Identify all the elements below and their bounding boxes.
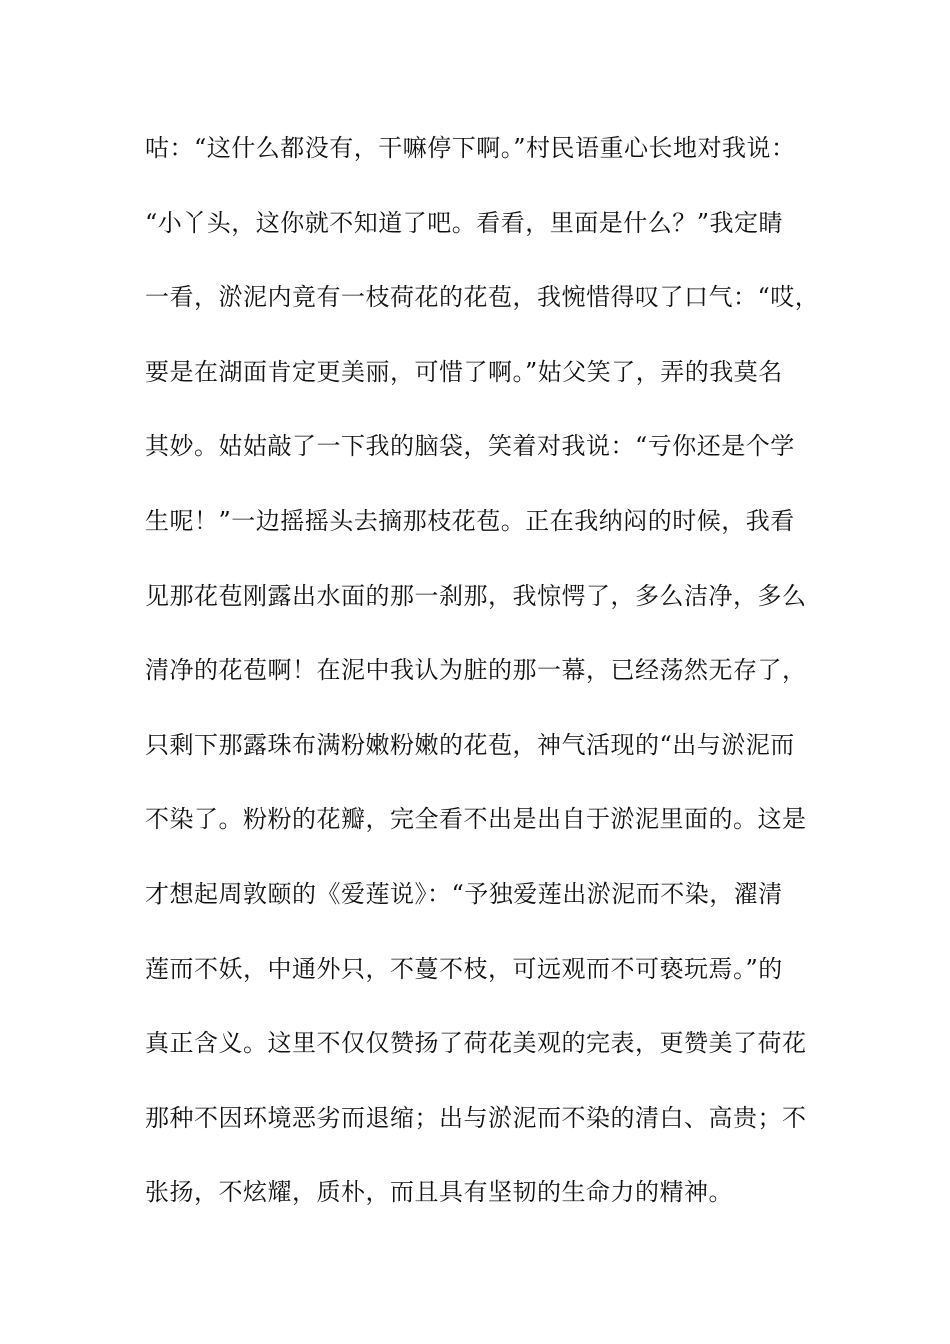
text-line: 真正含义。这里不仅仅赞扬了荷花美观的完表，更赞美了荷花 [145,1029,807,1058]
text-line: 不染了。粉粉的花瓣，完全看不出是出自于淤泥里面的。这是 [145,805,807,834]
text-line: 莲而不妖，中通外只，不蔓不枝，可远观而不可亵玩焉。”的 [145,954,783,983]
text-line: 其妙。姑姑敲了一下我的脑袋，笑着对我说：“亏你还是个学 [145,432,795,461]
text-line: 咕：“这什么都没有，干嘛停下啊。”村民语重心长地对我说： [145,134,796,162]
text-line: 张扬，不炫耀，质朴，而且具有坚韧的生命力的精神。 [145,1178,733,1207]
text-line: 只剩下那露珠布满粉嫩粉嫩的花苞，神气活现的“出与淤泥而 [145,730,795,759]
text-line: 那种不因环境恶劣而退缩；出与淤泥而不染的清白、高贵；不 [145,1103,807,1132]
text-line: 见那花苞刚露出水面的那一刹那，我惊愕了，多么洁净，多么 [145,581,807,610]
text-line: 要是在湖面肯定更美丽，可惜了啊。”姑父笑了，弄的我莫名 [145,357,783,386]
text-line: “小丫头，这你就不知道了吧。看看，里面是什么？”我定睛 [145,208,784,237]
text-line: 清净的花苞啊！在泥中我认为脏的那一幕，已经荡然无存了， [145,656,807,685]
text-line: 一看，淤泥内竟有一枝荷花的花苞，我惋惜得叹了口气：“哎， [145,283,820,312]
text-line: 才想起周敦颐的《爱莲说》：“予独爱莲出淤泥而不染，濯清 [145,879,783,908]
body-text [145,128,820,1247]
text-line: 生呢！”一边摇摇头去摘那枝花苞。正在我纳闷的时候，我看 [145,506,795,535]
